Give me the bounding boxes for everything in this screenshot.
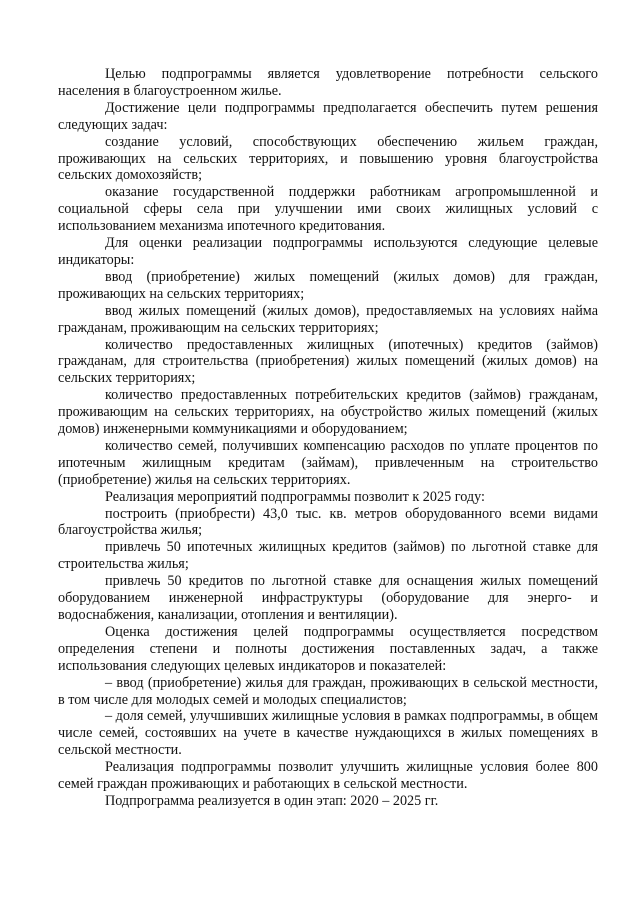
paragraph-stages: Подпрограмма реализуется в один этап: 2020 – 2025 гг. bbox=[105, 792, 439, 809]
paragraph-result-3: привлечь 50 кредитов по льготной ставке для оснащения жилых помещений оборудованием инженерной инфраструктуры (оборудование для энерго- и водоснабжения, канализации, отопления и вентиляции). bbox=[58, 573, 598, 623]
paragraph-indicator-3: количество предоставленных жилищных (ипотечных) кредитов (займов) гражданам, для строительства (приобретения) жилых помещений (жилых домов) на сельских территориях; bbox=[58, 336, 598, 387]
paragraph-outcome: Реализация подпрограммы позволит улучшить жилищные условия более 800 семей граждан проживающих и работающих в сельской местности. bbox=[58, 759, 598, 793]
paragraph-assessment-2: – доля семей, улучшивших жилищные условия в рамках подпрограммы, в общем числе семей, состоявших на учете в качестве нуждающихся в жилых помещениях в сельской местности. bbox=[58, 708, 598, 759]
paragraph-task-2: оказание государственной поддержки работникам агропромышленной и социальной сферы села при улучшении ими своих жилищных условий с использованием механизма ипотечного кредитования. bbox=[58, 184, 598, 235]
paragraph-indicators-intro: Для оценки реализации подпрограммы используются следующие целевые индикаторы: bbox=[58, 235, 598, 268]
paragraph-results-intro: Реализация мероприятий подпрограммы позволит к 2025 году: bbox=[105, 488, 485, 505]
paragraph-assessment-intro: Оценка достижения целей подпрограммы осуществляется посредством определения степени и полноты достижения поставленных задач, а также использования следующих целевых индикаторов и показателей: bbox=[58, 623, 598, 674]
paragraph-indicator-1: ввод (приобретение) жилых помещений (жилых домов) для граждан, проживающих на сельских территориях; bbox=[58, 268, 598, 302]
paragraph-goal: Целью подпрограммы является удовлетворение потребности сельского населения в благоустроенном жилье. bbox=[58, 66, 598, 99]
paragraph-result-2: привлечь 50 ипотечных жилищных кредитов (займов) по льготной ставке для строительства жилья; bbox=[58, 539, 598, 573]
paragraph-indicator-2: ввод жилых помещений (жилых домов), предоставляемых на условиях найма гражданам, проживающим на сельских территориях; bbox=[58, 302, 598, 336]
paragraph-task-1: создание условий, способствующих обеспечению жильем граждан, проживающих на сельских территориях, и повышению уровня благоустройства сельских домохозяйств; bbox=[58, 133, 598, 184]
paragraph-assessment-1: – ввод (приобретение) жилья для граждан, проживающих в сельской местности, в том числе для молодых семей и молодых специалистов; bbox=[58, 674, 598, 708]
document-page bbox=[58, 66, 598, 810]
paragraph-tasks-intro: Достижение цели подпрограммы предполагается обеспечить путем решения следующих задач: bbox=[58, 99, 598, 133]
paragraph-indicator-5: количество семей, получивших компенсацию расходов по уплате процентов по ипотечным жилищным кредитам (займам), привлеченным на строительство (приобретение) жилья на сельских территориях. bbox=[58, 437, 598, 488]
paragraph-indicator-4: количество предоставленных потребительских кредитов (займов) гражданам, проживающим на сельских территориях, на обустройство жилых помещений (жилых домов) инженерными коммуникациями и оборудованием; bbox=[58, 387, 598, 438]
paragraph-result-1: построить (приобрести) 43,0 тыс. кв. метров оборудованного всеми видами благоустройства жилья; bbox=[58, 505, 598, 539]
